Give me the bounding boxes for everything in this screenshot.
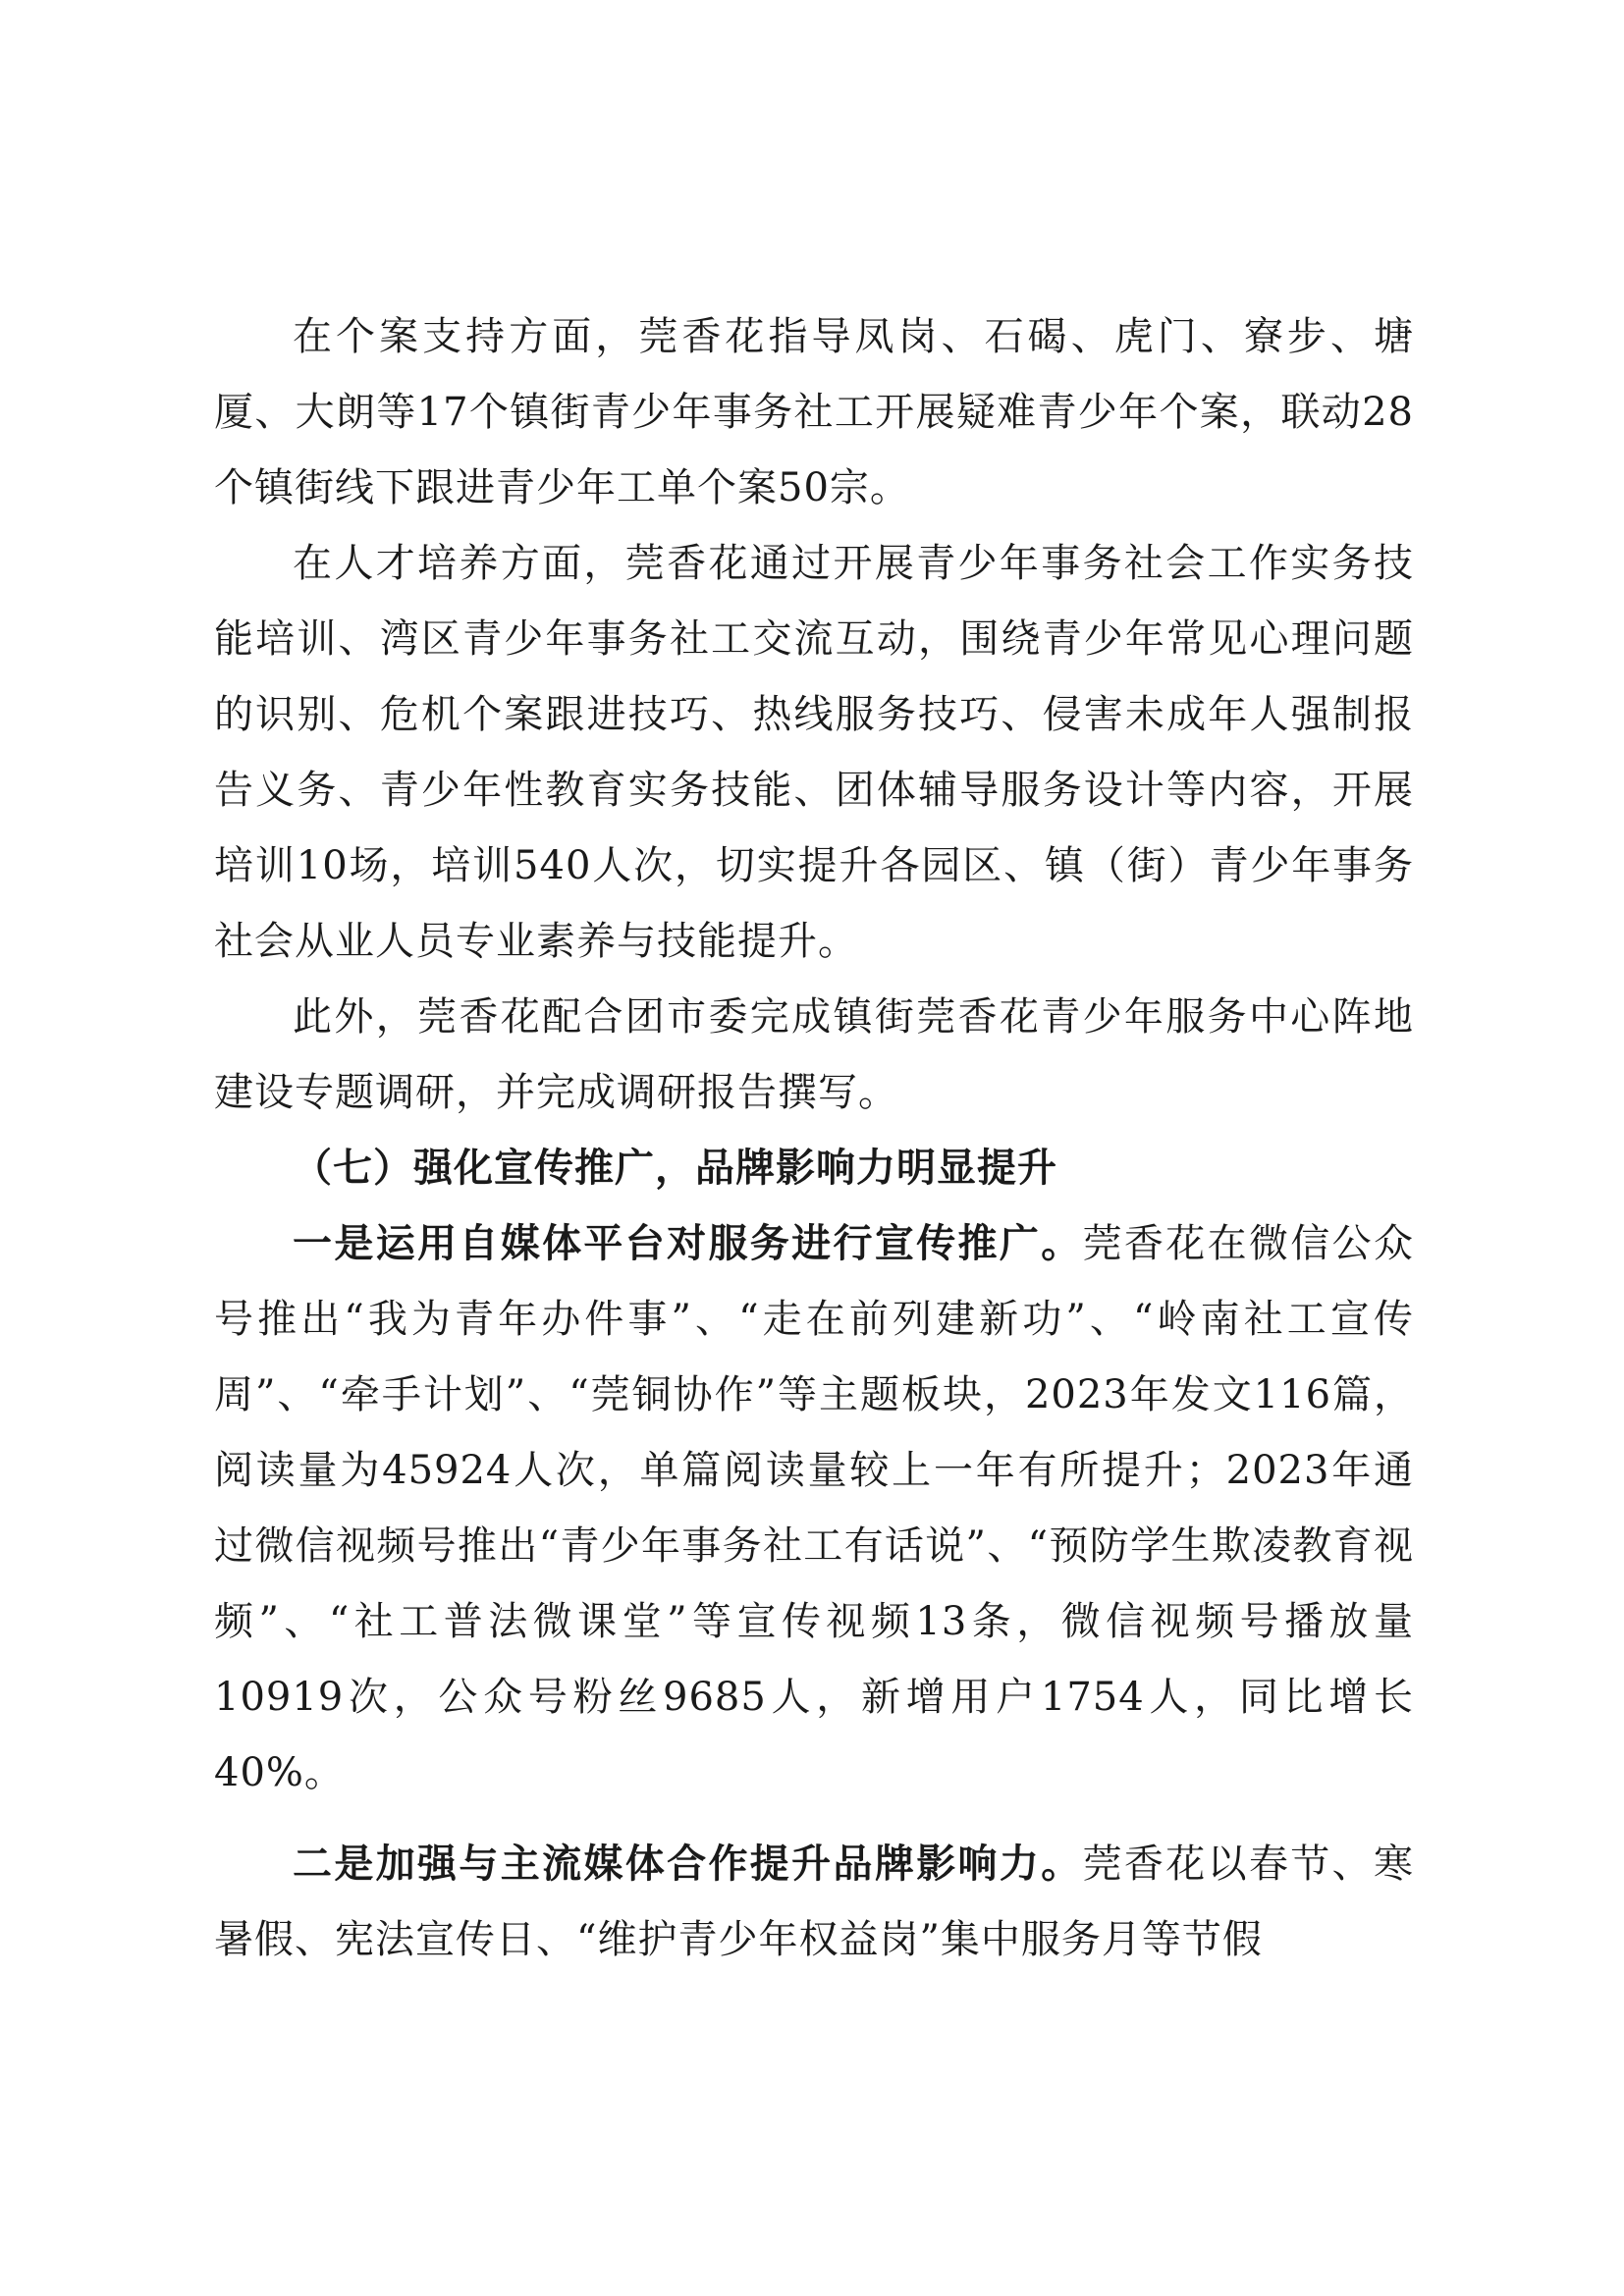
paragraph-body: 莞香花以春节、寒暑假、宪法宣传日、“维护青少年权益岗”集中服务月等节假 bbox=[214, 1842, 1415, 1962]
paragraph-research: 此外，莞香花配合团市委完成镇街莞香花青少年服务中心阵地建设专题调研，并完成调研报告撰写。 bbox=[214, 994, 1414, 1115]
paragraph-self-media bbox=[214, 1206, 1414, 1811]
paragraph-case-support: 在个案支持方面，莞香花指导凤岗、石碣、虎门、寮步、塘厦、大朗等17个镇街青少年事务社工开展疑难青少年个案，联动28个镇街线下跟进青少年工单个案50宗。 bbox=[214, 314, 1414, 510]
document-body bbox=[214, 299, 1414, 1978]
paragraph-lead: 二是加强与主流媒体合作提升品牌影响力。 bbox=[293, 1842, 1083, 1887]
paragraph-mainstream-media bbox=[214, 1827, 1414, 1978]
section-heading: （七）强化宣传推广，品牌影响力明显提升 bbox=[293, 1146, 1057, 1191]
paragraph-lead: 一是运用自媒体平台对服务进行宣传推广。 bbox=[293, 1221, 1083, 1266]
paragraph-talent-training: 在人才培养方面，莞香花通过开展青少年事务社会工作实务技能培训、湾区青少年事务社工交流互动，围绕青少年常见心理问题的识别、危机个案跟进技巧、热线服务技巧、侵害未成年人强制报告义务、青少年性教育实务技能、团体辅导服务设计等内容，开展培训10场，培训540人次，切实提升各园区、镇（街）青少年事务社会从业人员专业素养与技能提升。 bbox=[214, 541, 1414, 964]
paragraph-body: 莞香花在微信公众号推出“我为青年办件事”、“走在前列建新功”、“岭南社工宣传周”、“牵手计划”、“莞铜协作”等主题板块，2023年发文116篇，阅读量为45924人次，单篇阅读量较上一年有所提升；2023年通过微信视频号推出“青少年事务社工有话说”、“预防学生欺凌教育视频”、“社工普法微课堂”等宣传视频13条，微信视频号播放量10919次，公众号粉丝9685人，新增用户1754人，同比增长40%。 bbox=[214, 1221, 1415, 1795]
